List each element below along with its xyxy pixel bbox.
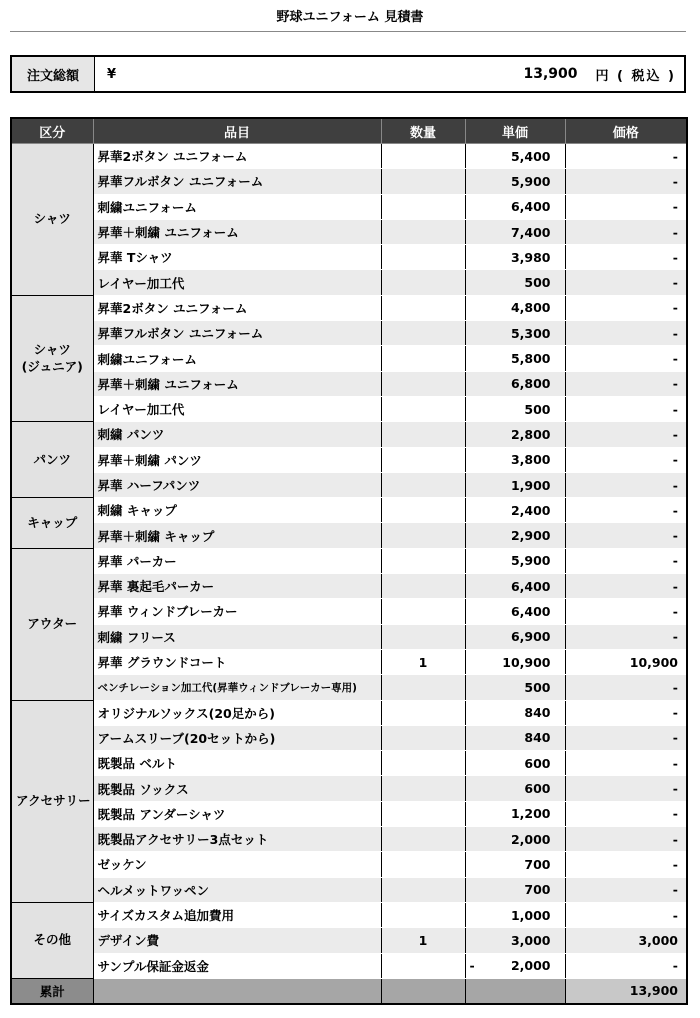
item-name: デザイン費 [93, 928, 381, 953]
header-price: 価格 [565, 118, 687, 144]
item-name: レイヤー加工代 [93, 396, 381, 421]
table-row [11, 902, 687, 927]
quantity[interactable] [381, 169, 465, 194]
item-name: 刺繍ユニフォーム [93, 346, 381, 371]
line-price: - [565, 852, 687, 877]
item-name: 昇華2ボタン ユニフォーム [93, 144, 381, 169]
table-footer-row [11, 978, 687, 1004]
item-name: オリジナルソックス(20足から) [93, 700, 381, 725]
quantity[interactable] [381, 751, 465, 776]
quantity[interactable] [381, 675, 465, 700]
unit-price: 3,980 [465, 245, 565, 270]
line-price: - [565, 144, 687, 169]
line-price: - [565, 902, 687, 927]
item-name: 昇華 裏起毛パーカー [93, 574, 381, 599]
quantity[interactable] [381, 472, 465, 497]
item-name: 既製品 アンダーシャツ [93, 801, 381, 826]
item-name: ゼッケン [93, 852, 381, 877]
order-total-body [95, 57, 684, 91]
unit-price: 5,300 [465, 321, 565, 346]
table-row [11, 371, 687, 396]
item-name: 昇華 パーカー [93, 548, 381, 573]
header-qty: 数量 [381, 118, 465, 144]
quantity[interactable] [381, 827, 465, 852]
item-name: アームスリーブ(20セットから) [93, 725, 381, 750]
unit-price: 4,800 [465, 295, 565, 320]
item-name: ヘルメットワッペン [93, 877, 381, 902]
unit-price: 600 [465, 776, 565, 801]
unit-price: 1,900 [465, 472, 565, 497]
table-row [11, 649, 687, 674]
unit-price: 6,400 [465, 599, 565, 624]
quantity[interactable] [381, 295, 465, 320]
quantity[interactable] [381, 776, 465, 801]
unit-price: 700 [465, 852, 565, 877]
table-row [11, 144, 687, 169]
quantity[interactable] [381, 447, 465, 472]
unit-price: 5,400 [465, 144, 565, 169]
line-price: - [565, 700, 687, 725]
unit-price: 6,400 [465, 574, 565, 599]
unit-price: 2,900 [465, 523, 565, 548]
quantity[interactable] [381, 523, 465, 548]
line-price: - [565, 801, 687, 826]
line-price: - [565, 498, 687, 523]
line-price: 10,900 [565, 649, 687, 674]
quantity[interactable] [381, 245, 465, 270]
unit-price: 1,000 [465, 902, 565, 927]
header-category: 区分 [11, 118, 93, 144]
category-cell: アウター [11, 548, 93, 700]
quantity[interactable] [381, 700, 465, 725]
unit-price: 2,400 [465, 498, 565, 523]
table-row [11, 928, 687, 953]
item-name: 既製品 ソックス [93, 776, 381, 801]
quantity[interactable] [381, 498, 465, 523]
estimate-table-body [11, 144, 687, 979]
category-cell: パンツ [11, 422, 93, 498]
table-row [11, 700, 687, 725]
unit-price: 840 [465, 725, 565, 750]
table-header-row [11, 118, 687, 144]
category-cell: その他 [11, 902, 93, 978]
table-row [11, 827, 687, 852]
quantity[interactable]: 1 [381, 649, 465, 674]
table-row [11, 169, 687, 194]
estimate-table [10, 117, 688, 1005]
line-price: - [565, 447, 687, 472]
quantity[interactable] [381, 144, 465, 169]
item-name: 昇華＋刺繍 ユニフォーム [93, 371, 381, 396]
item-name: サイズカスタム追加費用 [93, 902, 381, 927]
line-price: - [565, 295, 687, 320]
item-name: 昇華2ボタン ユニフォーム [93, 295, 381, 320]
cumulative-total: 13,900 [565, 978, 687, 1004]
line-price: - [565, 346, 687, 371]
order-total-unit: 円 ( 税込 ) [595, 68, 676, 84]
unit-price: 2,000 [465, 827, 565, 852]
line-price: - [565, 599, 687, 624]
line-price: - [565, 396, 687, 421]
item-name: ベンチレーション加工代(昇華ウィンドブレーカー専用) [93, 675, 381, 700]
quantity[interactable] [381, 548, 465, 573]
line-price: - [565, 371, 687, 396]
line-price: 3,000 [565, 928, 687, 953]
category-cell: キャップ [11, 498, 93, 549]
line-price: - [565, 675, 687, 700]
unit-price: - 2,000 [465, 953, 565, 978]
table-row [11, 245, 687, 270]
item-name: 昇華フルボタン ユニフォーム [93, 321, 381, 346]
title-divider [10, 31, 686, 32]
item-name: レイヤー加工代 [93, 270, 381, 295]
order-total-box [10, 55, 686, 93]
line-price: - [565, 245, 687, 270]
line-price: - [565, 548, 687, 573]
quantity[interactable] [381, 902, 465, 927]
table-row [11, 776, 687, 801]
item-name: 刺繍ユニフォーム [93, 194, 381, 219]
line-price: - [565, 776, 687, 801]
item-name: 既製品アクセサリー3点セット [93, 827, 381, 852]
table-row [11, 751, 687, 776]
quantity[interactable] [381, 270, 465, 295]
page-title: 野球ユニフォーム 見積書 [276, 10, 424, 25]
unit-price: 500 [465, 675, 565, 700]
unit-price: 500 [465, 396, 565, 421]
table-row [11, 270, 687, 295]
line-price: - [565, 751, 687, 776]
unit-price: 7,400 [465, 219, 565, 244]
table-row [11, 346, 687, 371]
table-row [11, 953, 687, 978]
footer-spacer [381, 978, 465, 1004]
quantity[interactable] [381, 624, 465, 649]
line-price: - [565, 877, 687, 902]
table-row [11, 852, 687, 877]
line-price: - [565, 725, 687, 750]
unit-price: 5,900 [465, 169, 565, 194]
line-price: - [565, 422, 687, 447]
unit-price: 10,900 [465, 649, 565, 674]
item-name: 昇華 Tシャツ [93, 245, 381, 270]
unit-price: 700 [465, 877, 565, 902]
unit-price: 5,900 [465, 548, 565, 573]
unit-price: 2,800 [465, 422, 565, 447]
quantity[interactable] [381, 396, 465, 421]
quantity[interactable] [381, 953, 465, 978]
item-name: 昇華フルボタン ユニフォーム [93, 169, 381, 194]
item-name: 刺繍 パンツ [93, 422, 381, 447]
quantity[interactable] [381, 877, 465, 902]
table-row [11, 321, 687, 346]
quantity[interactable] [381, 599, 465, 624]
item-name: 昇華＋刺繍 キャップ [93, 523, 381, 548]
unit-price: 6,900 [465, 624, 565, 649]
table-row [11, 194, 687, 219]
item-name: 昇華 グラウンドコート [93, 649, 381, 674]
item-name: 既製品 ベルト [93, 751, 381, 776]
quantity[interactable] [381, 371, 465, 396]
line-price: - [565, 472, 687, 497]
unit-price: 3,800 [465, 447, 565, 472]
category-cell: アクセサリー [11, 700, 93, 902]
table-row [11, 447, 687, 472]
category-cell: シャツ (ジュニア) [11, 295, 93, 421]
quantity[interactable] [381, 574, 465, 599]
line-price: - [565, 827, 687, 852]
item-name: 昇華＋刺繍 パンツ [93, 447, 381, 472]
quantity[interactable]: 1 [381, 928, 465, 953]
line-price: - [565, 194, 687, 219]
unit-price: 840 [465, 700, 565, 725]
quantity[interactable] [381, 725, 465, 750]
table-row [11, 574, 687, 599]
table-row [11, 801, 687, 826]
unit-price: 1,200 [465, 801, 565, 826]
quantity[interactable] [381, 852, 465, 877]
table-row [11, 675, 687, 700]
line-price: - [565, 219, 687, 244]
order-total-label: 注文総額 [12, 57, 95, 91]
line-price: - [565, 953, 687, 978]
unit-price: 3,000 [465, 928, 565, 953]
line-price: - [565, 169, 687, 194]
unit-price: 5,800 [465, 346, 565, 371]
item-name: 刺繍 キャップ [93, 498, 381, 523]
line-price: - [565, 624, 687, 649]
cumulative-label: 累計 [11, 978, 93, 1004]
table-row [11, 472, 687, 497]
footer-spacer [93, 978, 381, 1004]
table-row [11, 498, 687, 523]
quantity[interactable] [381, 219, 465, 244]
quantity[interactable] [381, 194, 465, 219]
header-unit-price: 単価 [465, 118, 565, 144]
line-price: - [565, 321, 687, 346]
table-row [11, 396, 687, 421]
unit-price: 500 [465, 270, 565, 295]
quantity[interactable] [381, 801, 465, 826]
table-row [11, 523, 687, 548]
item-name: 昇華 ウィンドブレーカー [93, 599, 381, 624]
line-price: - [565, 574, 687, 599]
item-name: 昇華＋刺繍 ユニフォーム [93, 219, 381, 244]
item-name: 刺繍 フリース [93, 624, 381, 649]
table-row [11, 219, 687, 244]
item-name: 昇華 ハーフパンツ [93, 472, 381, 497]
item-name: サンプル保証金返金 [93, 953, 381, 978]
unit-price: 6,400 [465, 194, 565, 219]
category-cell: シャツ [11, 144, 93, 296]
line-price: - [565, 270, 687, 295]
yen-symbol: ¥ [107, 66, 117, 82]
line-price: - [565, 523, 687, 548]
unit-price: 6,800 [465, 371, 565, 396]
quantity[interactable] [381, 321, 465, 346]
table-row [11, 877, 687, 902]
table-row [11, 725, 687, 750]
footer-spacer [465, 978, 565, 1004]
unit-price: 600 [465, 751, 565, 776]
table-row [11, 599, 687, 624]
table-row [11, 548, 687, 573]
table-row [11, 295, 687, 320]
order-total-amount: 13,900 [523, 66, 578, 82]
quantity[interactable] [381, 346, 465, 371]
table-row [11, 624, 687, 649]
header-item: 品目 [93, 118, 381, 144]
table-row [11, 422, 687, 447]
quantity[interactable] [381, 422, 465, 447]
